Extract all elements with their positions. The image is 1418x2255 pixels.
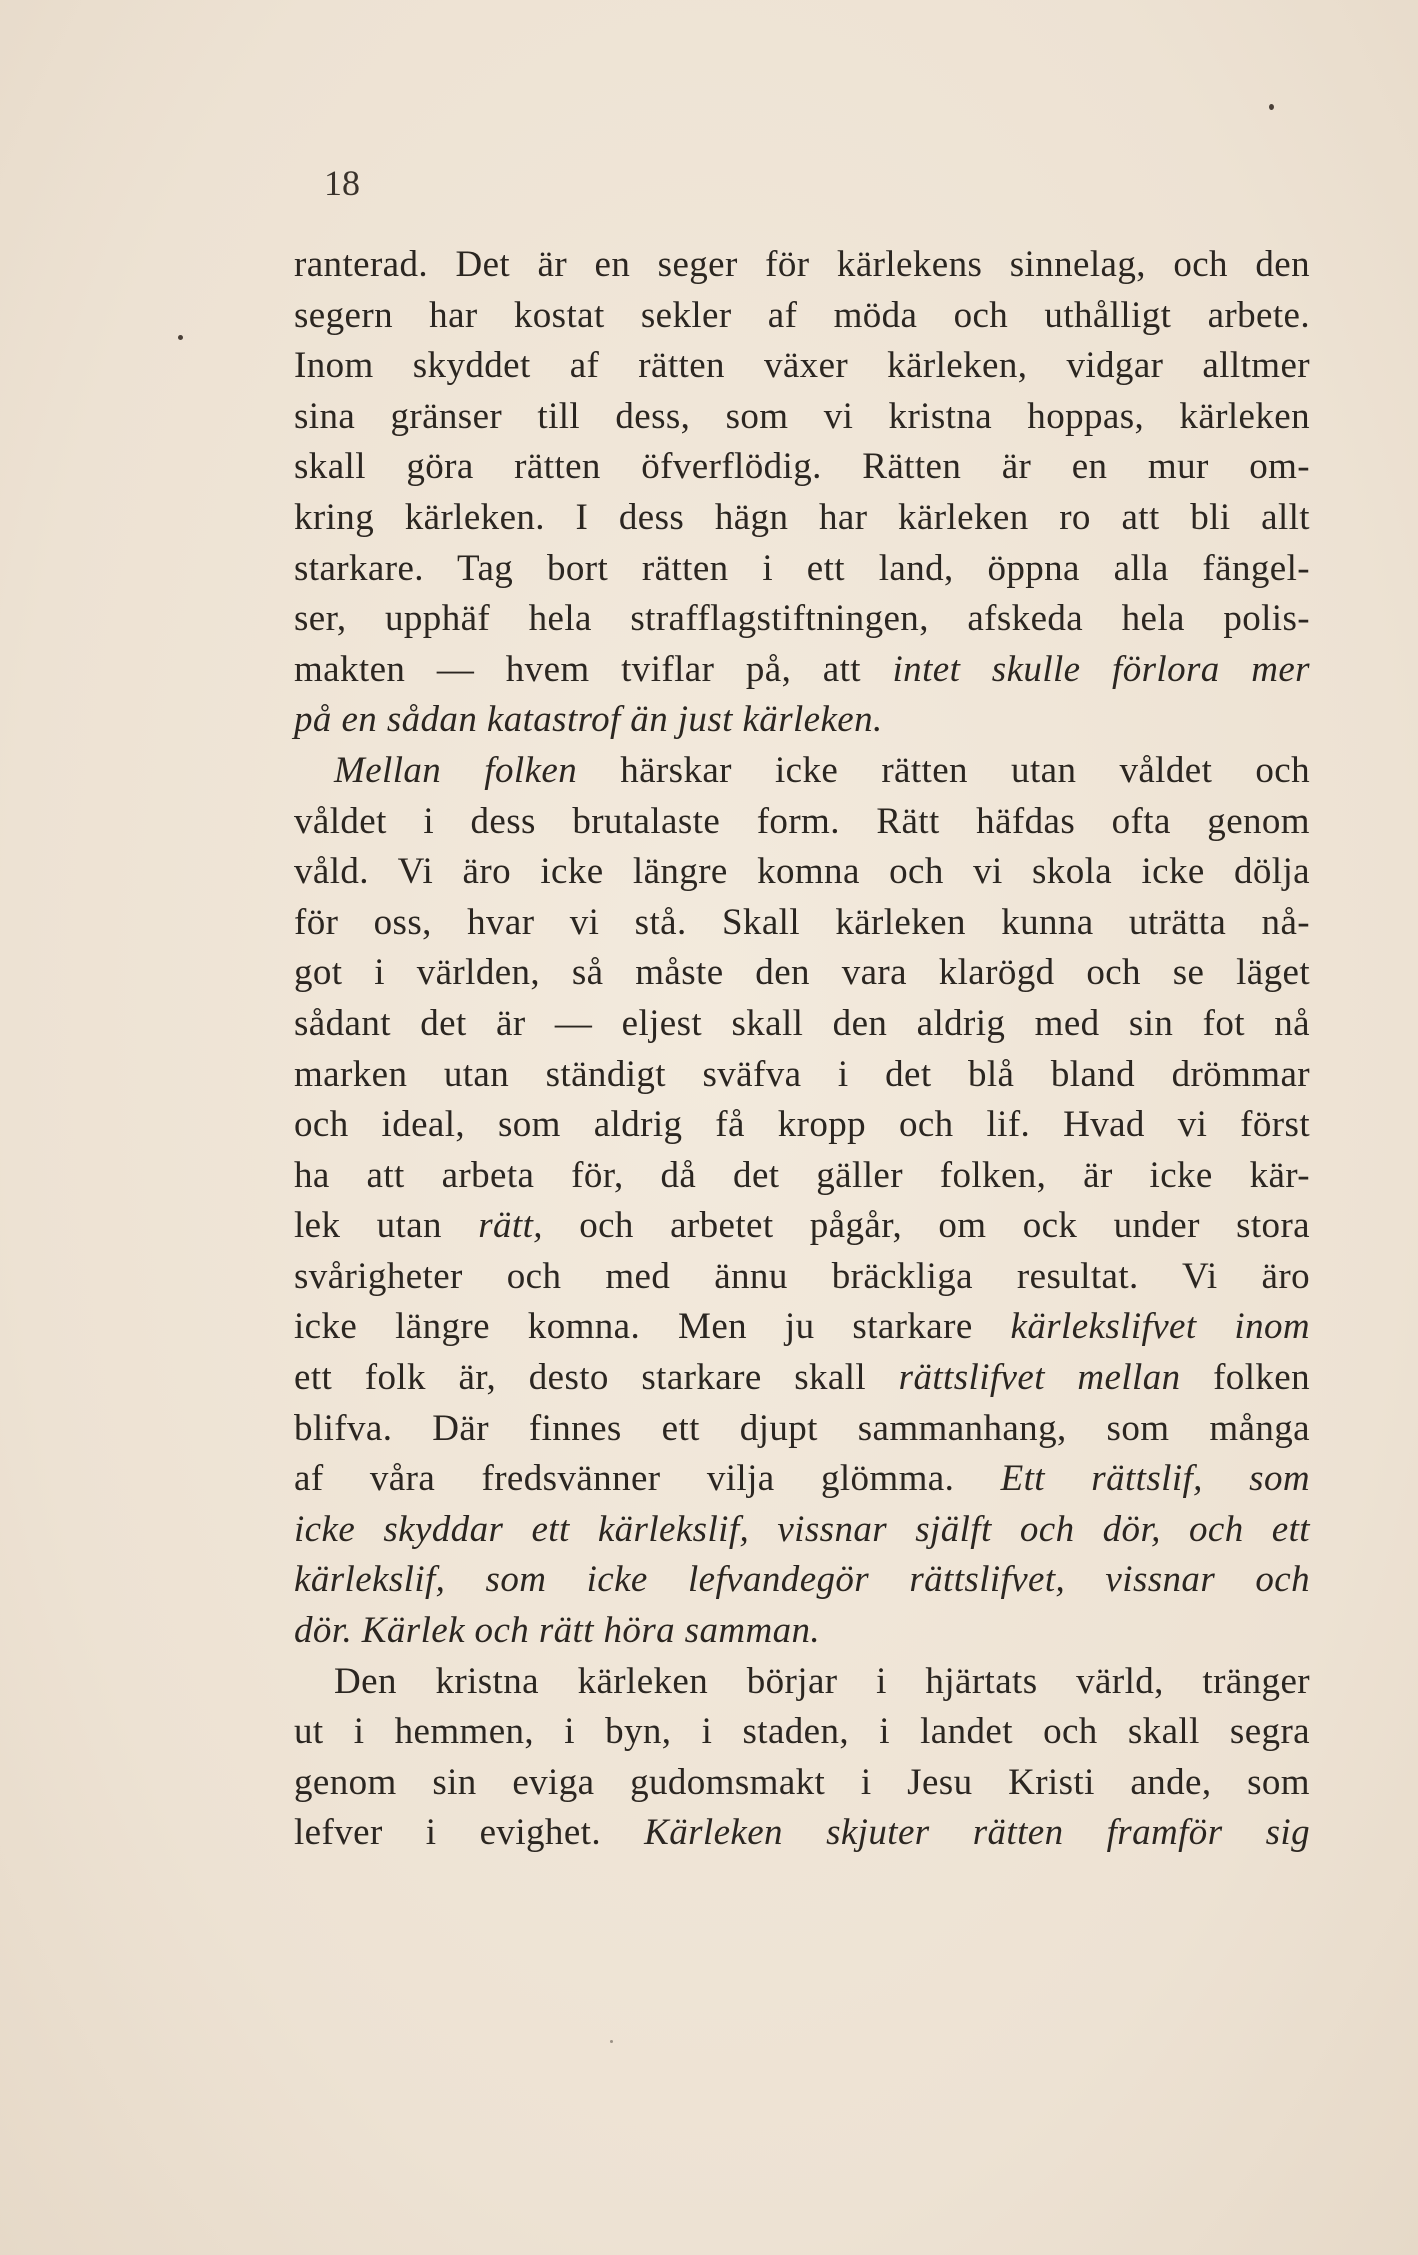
text-run: ha att arbeta för, då det gäller folken, är icke kär- xyxy=(294,1154,1310,1196)
text-run: skall göra rätten öfverflödig. Rätten är en mur om- xyxy=(294,446,1310,488)
text-run: och ideal, som aldrig få kropp och lif. Hvad vi först xyxy=(294,1104,1310,1146)
italic-text-run: på en sådan katastrof än just kärleken. xyxy=(294,699,883,741)
text-line xyxy=(294,695,1310,746)
text-line xyxy=(294,594,1310,645)
text-line xyxy=(294,1201,1310,1252)
text-line xyxy=(294,392,1310,443)
italic-text-run: rätt, xyxy=(478,1205,543,1247)
italic-text-run: dör. Kärlek och rätt höra samman. xyxy=(294,1610,821,1652)
text-line xyxy=(294,1606,1310,1657)
text-line xyxy=(294,645,1310,696)
text-line xyxy=(294,1050,1310,1101)
italic-text-run: rättslifvet mellan xyxy=(898,1357,1181,1399)
text-line xyxy=(294,1252,1310,1303)
text-line xyxy=(294,1505,1310,1556)
text-run: makten — hvem tviflar på, att xyxy=(294,648,893,690)
text-line xyxy=(294,847,1310,898)
text-line xyxy=(294,240,1310,291)
paper-speck xyxy=(178,335,183,340)
text-line xyxy=(294,442,1310,493)
text-line xyxy=(294,746,1310,797)
text-run: ett folk är, desto starkare skall xyxy=(294,1357,899,1399)
text-line xyxy=(294,1454,1310,1505)
italic-text-run: icke skyddar ett kärlekslif, vissnar själft och dör, och ett xyxy=(294,1508,1310,1550)
italic-text-run: Mellan folken xyxy=(334,749,578,791)
page-number: 18 xyxy=(324,163,360,203)
italic-text-run: Kärleken skjuter rätten framför sig xyxy=(644,1812,1311,1854)
text-run: lefver i evighet. xyxy=(294,1812,645,1854)
text-run: våldet i dess brutalaste form. Rätt häfdas ofta genom xyxy=(294,800,1310,842)
text-line xyxy=(294,1808,1310,1859)
text-line xyxy=(294,1657,1310,1708)
text-run: ut i hemmen, i byn, i staden, i landet och skall segra xyxy=(294,1711,1310,1753)
text-run: af våra fredsvänner vilja glömma. xyxy=(294,1458,1001,1500)
text-line xyxy=(294,1404,1310,1455)
text-line xyxy=(294,1758,1310,1809)
text-line xyxy=(294,1353,1310,1404)
text-run: ser, upphäf hela strafflagstiftningen, afskeda hela polis- xyxy=(294,598,1310,640)
text-run: starkare. Tag bort rätten i ett land, öppna alla fängel- xyxy=(294,547,1310,589)
text-run: Inom skyddet af rätten växer kärleken, vidgar alltmer xyxy=(294,345,1310,387)
text-line xyxy=(294,341,1310,392)
text-run: Den kristna kärleken börjar i hjärtats värld, tränger xyxy=(334,1660,1310,1702)
italic-text-run: Ett rättslif, som xyxy=(1000,1458,1310,1500)
text-run: och arbetet pågår, om ock under stora xyxy=(542,1205,1310,1247)
text-run: kring kärleken. I dess hägn har kärleken ro att bli allt xyxy=(294,496,1310,538)
body-text xyxy=(294,240,1310,1859)
text-run: blifva. Där finnes ett djupt sammanhang, som många xyxy=(294,1407,1310,1449)
italic-text-run: intet skulle förlora mer xyxy=(892,648,1310,690)
text-run: sina gränser till dess, som vi kristna hoppas, kärleken xyxy=(294,395,1310,437)
text-run: folken xyxy=(1180,1357,1311,1399)
text-run: för oss, hvar vi stå. Skall kärleken kunna uträtta nå- xyxy=(294,901,1310,943)
text-line xyxy=(294,1707,1310,1758)
text-run: sådant det är — eljest skall den aldrig med sin fot nå xyxy=(294,1002,1310,1044)
text-line xyxy=(294,999,1310,1050)
text-run: segern har kostat sekler af möda och uthålligt arbete. xyxy=(294,294,1310,336)
text-line xyxy=(294,797,1310,848)
text-line xyxy=(294,1151,1310,1202)
text-run: härskar icke rätten utan våldet och xyxy=(577,749,1310,791)
text-run: svårigheter och med ännu bräckliga resultat. Vi äro xyxy=(294,1255,1310,1297)
text-line xyxy=(294,544,1310,595)
text-run: lek utan xyxy=(294,1205,479,1247)
text-line xyxy=(294,948,1310,999)
italic-text-run: kärlekslifvet inom xyxy=(1010,1306,1310,1348)
text-run: got i världen, så måste den vara klarögd och se läget xyxy=(294,952,1310,994)
text-run: icke längre komna. Men ju starkare xyxy=(294,1306,1011,1348)
italic-text-run: kärlekslif, som icke lefvandegör rättslifvet, vissnar och xyxy=(294,1559,1310,1601)
text-run: genom sin eviga gudomsmakt i Jesu Kristi ande, som xyxy=(294,1761,1310,1803)
text-run: ranterad. Det är en seger för kärlekens sinnelag, och den xyxy=(294,244,1310,285)
text-line xyxy=(294,1100,1310,1151)
text-line xyxy=(294,1555,1310,1606)
text-line xyxy=(294,1302,1310,1353)
text-line xyxy=(294,898,1310,949)
paper-speck xyxy=(1269,104,1274,110)
text-line xyxy=(294,493,1310,544)
text-run: marken utan ständigt sväfva i det blå bland drömmar xyxy=(294,1053,1310,1095)
text-line xyxy=(294,291,1310,342)
paper-speck xyxy=(610,2040,613,2043)
text-run: våld. Vi äro icke längre komna och vi skola icke dölja xyxy=(294,851,1310,893)
